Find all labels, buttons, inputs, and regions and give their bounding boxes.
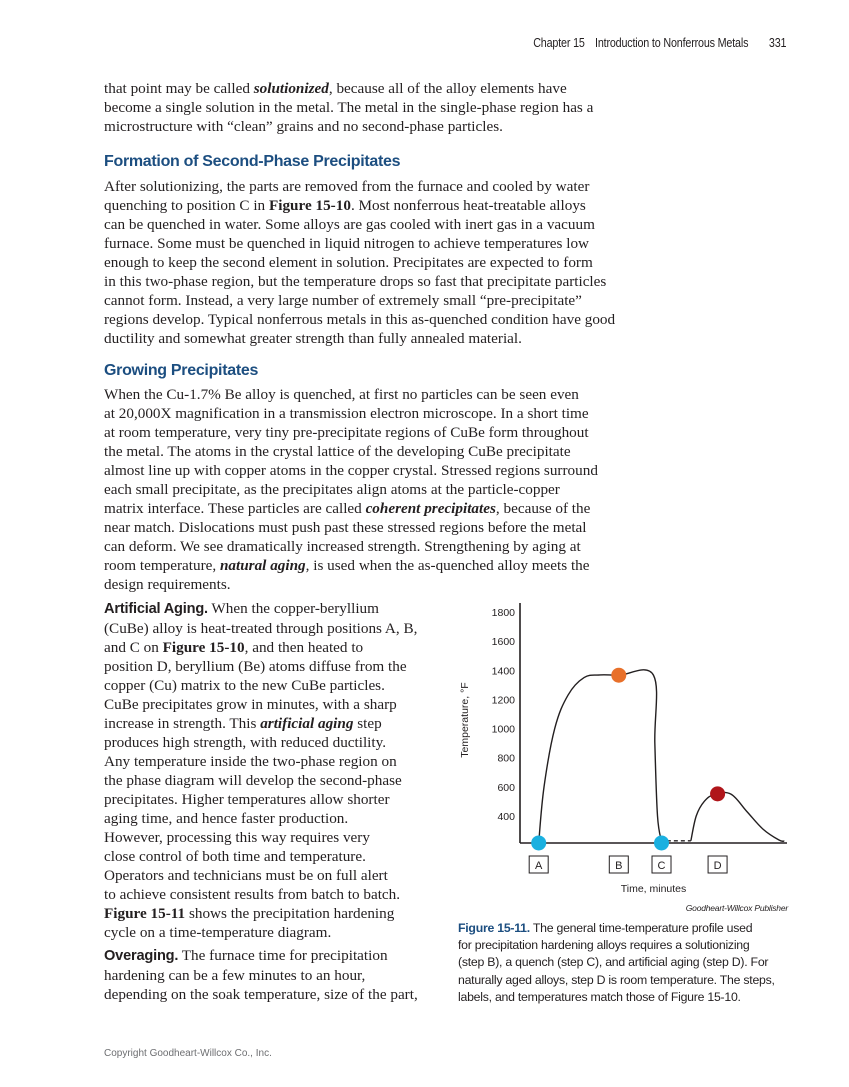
key-term: natural aging [219, 557, 306, 574]
text-run: When the copper-beryllium [207, 600, 379, 617]
caption-line: labels, and temperatures match those of Figure 15-10. [458, 989, 741, 1004]
text-run: cannot form. Instead, a very large number of extremely small “pre-precipitate” [104, 292, 582, 309]
paragraph-overaging [104, 946, 418, 1004]
text-line [104, 272, 615, 291]
text-run: close control of both time and temperature. [104, 848, 366, 865]
text-line [104, 966, 418, 985]
step-label-b: B [615, 860, 623, 872]
text-line [104, 310, 615, 329]
text-run: each small precipitate, as the precipitates align atoms at the particle-copper [104, 481, 560, 498]
text-line [104, 537, 598, 556]
text-run: can deform. We see dramatically increased strength. Strengthening by aging at [104, 538, 581, 555]
text-line [104, 657, 417, 676]
text-line [104, 733, 417, 752]
text-line [104, 847, 417, 866]
text-line [104, 923, 417, 942]
text-line [104, 638, 417, 657]
text-line [104, 518, 598, 537]
text-run: enough to keep the second element in solution. Precipitates are expected to form [104, 254, 593, 271]
paragraph-growing [104, 385, 598, 594]
x-axis-label: Time, minutes [620, 883, 687, 895]
text-run: room temperature, [104, 557, 220, 574]
caption-line [458, 920, 775, 937]
step-label-c: C [657, 860, 666, 872]
text-line [104, 461, 598, 480]
key-term: coherent precipitates [365, 500, 496, 517]
text-run: and C on [104, 639, 163, 656]
heading-formation: Formation of Second-Phase Precipitates [104, 153, 401, 170]
copyright-notice: Copyright Goodheart-Willcox Co., Inc. [104, 1048, 272, 1059]
text-run: CuBe precipitates grow in minutes, with a sharp [104, 696, 397, 713]
y-tick-label: 1600 [491, 636, 515, 649]
text-run: at 20,000X magnification in a transmission electron microscope. In a short time [104, 405, 589, 422]
text-line [104, 196, 615, 215]
text-run: at room temperature, very tiny pre-precipitate regions of CuBe form throughout [104, 424, 589, 441]
y-axis-label: Temperature, °F [459, 682, 471, 758]
caption-line: for precipitation hardening alloys requires a solutionizing [458, 938, 750, 953]
text-run: (CuBe) alloy is heat-treated through positions A, B, [104, 620, 418, 637]
caption-line: naturally aged alloys, step D is room temperature. The steps, [458, 972, 775, 987]
text-run: can be quenched in water. Some alloys are gas cooled with inert gas in a vacuum [104, 216, 595, 233]
y-tick-label: 1000 [491, 723, 515, 736]
text-line [104, 828, 417, 847]
text-line [104, 904, 417, 923]
chapter-number: Chapter 15 [532, 36, 585, 50]
text-run: , because of the [495, 500, 591, 517]
caption-figure-label: Figure 15-11. [458, 921, 530, 935]
text-line [104, 771, 417, 790]
figure-caption [458, 920, 775, 1006]
text-line [104, 714, 417, 733]
text-line [104, 253, 615, 272]
text-run: , is used when the as-quenched alloy meets the [305, 557, 590, 574]
text-line [104, 676, 417, 695]
text-run: produces high strength, with reduced ductility. [104, 734, 387, 751]
text-line [104, 79, 593, 98]
text-line [104, 291, 615, 310]
series-line-artificial-aging [691, 792, 784, 841]
text-run: increase in strength. This [104, 715, 261, 732]
text-run: furnace. Some must be quenched in liquid nitrogen to achieve temperatures low [104, 235, 590, 252]
text-line [104, 752, 417, 771]
y-tick-label: 600 [497, 781, 515, 794]
text-line [104, 599, 417, 619]
text-run: The furnace time for precipitation [178, 947, 388, 964]
text-line [104, 117, 593, 136]
text-run: However, processing this way requires very [104, 829, 370, 846]
figure-reference: Figure 15-11 [104, 905, 186, 922]
key-term: artificial aging [260, 715, 354, 732]
text-run: copper (Cu) matrix to the new CuBe particles. [104, 677, 385, 694]
text-line [104, 790, 417, 809]
chapter-title: Introduction to Nonferrous Metals [594, 36, 748, 50]
y-tick-label: 800 [497, 752, 515, 765]
text-run: design requirements. [104, 576, 231, 593]
text-line [104, 480, 598, 499]
text-run: that point may be called [104, 80, 254, 97]
text-run: ductility and somewhat greater strength than fully annealed material. [104, 330, 522, 347]
text-run: near match. Dislocations must push past these stressed regions before the metal [104, 519, 587, 536]
text-line [104, 556, 598, 575]
y-tick-label: 1400 [491, 665, 515, 678]
paragraph-intro [104, 79, 593, 136]
text-line [104, 695, 417, 714]
text-line [104, 98, 593, 117]
y-tick-label: 1800 [491, 607, 515, 619]
text-line [104, 866, 417, 885]
text-line [104, 234, 615, 253]
text-run: become a single solution in the metal. The metal in the single-phase region has a [104, 99, 594, 116]
text-line [104, 809, 417, 828]
text-run: shows the precipitation hardening [185, 905, 395, 922]
figure-reference: Figure 15-10 [268, 197, 351, 214]
text-line [104, 985, 418, 1004]
marker-d [710, 786, 725, 801]
text-run: . Most nonferrous heat-treatable alloys [350, 197, 586, 214]
text-run: to achieve consistent results from batch to batch. [104, 886, 401, 903]
text-run: precipitates. Higher temperatures allow shorter [104, 791, 390, 808]
text-run: Operators and technicians must be on full alert [104, 867, 388, 884]
text-run: the metal. The atoms in the crystal lattice of the developing CuBe precipitate [104, 443, 571, 460]
text-line [104, 946, 418, 966]
text-run: depending on the soak temperature, size of the part, [104, 986, 418, 1003]
step-label-d: D [713, 860, 722, 872]
text-run: position D, beryllium (Be) atoms diffuse from the [104, 658, 407, 675]
text-run: hardening can be a few minutes to an hour, [104, 967, 366, 984]
text-line [104, 404, 598, 423]
text-run: in this two-phase region, but the temperature drops so fast that precipitate particles [104, 273, 607, 290]
caption-line: (step B), a quench (step C), and artificial aging (step D). For [458, 955, 769, 970]
text-line [104, 499, 598, 518]
text-line [104, 575, 598, 594]
text-run: When the Cu-1.7% Be alloy is quenched, at first no particles can be seen even [104, 386, 579, 403]
text-line [104, 885, 417, 904]
text-line [104, 385, 598, 404]
marker-b [611, 668, 626, 683]
heading-growing: Growing Precipitates [104, 362, 259, 379]
text-run: cycle on a time-temperature diagram. [104, 924, 332, 941]
text-line [104, 215, 615, 234]
text-run: , because all of the alloy elements have [328, 80, 567, 97]
text-run: , and then heated to [244, 639, 364, 656]
figure-reference: Figure 15-10 [162, 639, 245, 656]
paragraph-formation [104, 177, 615, 348]
series-line-solutionize-quench [539, 670, 662, 843]
text-run: step [353, 715, 382, 732]
text-line [104, 442, 598, 461]
text-line [104, 423, 598, 442]
text-line [104, 619, 417, 638]
marker-c [654, 835, 669, 850]
marker-a [531, 835, 546, 850]
text-run: regions develop. Typical nonferrous metals in this as-quenched condition have good [104, 311, 616, 328]
y-tick-label: 400 [497, 811, 515, 823]
text-run: microstructure with “clean” grains and no second-phase particles. [104, 118, 503, 135]
paragraph-artificial-aging [104, 599, 417, 942]
text-run: quenching to position C in [104, 197, 269, 214]
text-run: Any temperature inside the two-phase region on [104, 753, 397, 770]
y-tick-label: 1200 [491, 694, 515, 707]
text-line [104, 329, 615, 348]
text-run: After solutionizing, the parts are removed from the furnace and cooled by water [104, 178, 590, 195]
figure-credit: Goodheart-Willcox Publisher [685, 903, 788, 913]
key-term: solutionized [253, 80, 329, 97]
text-line [104, 177, 615, 196]
caption-text: The general time-temperature profile used [529, 921, 753, 935]
step-label-a: A [535, 860, 543, 872]
time-temperature-chart [440, 595, 800, 900]
text-run: aging time, and hence faster production. [104, 810, 349, 827]
running-head [533, 36, 786, 50]
page-number: 331 [768, 36, 786, 50]
text-run: the phase diagram will develop the second-phase [104, 772, 402, 789]
run-in-heading: Overaging. [104, 948, 179, 964]
run-in-heading: Artificial Aging. [104, 601, 208, 617]
text-run: matrix interface. These particles are called [104, 500, 366, 517]
text-run: almost line up with copper atoms in the copper crystal. Stressed regions surround [104, 462, 598, 479]
